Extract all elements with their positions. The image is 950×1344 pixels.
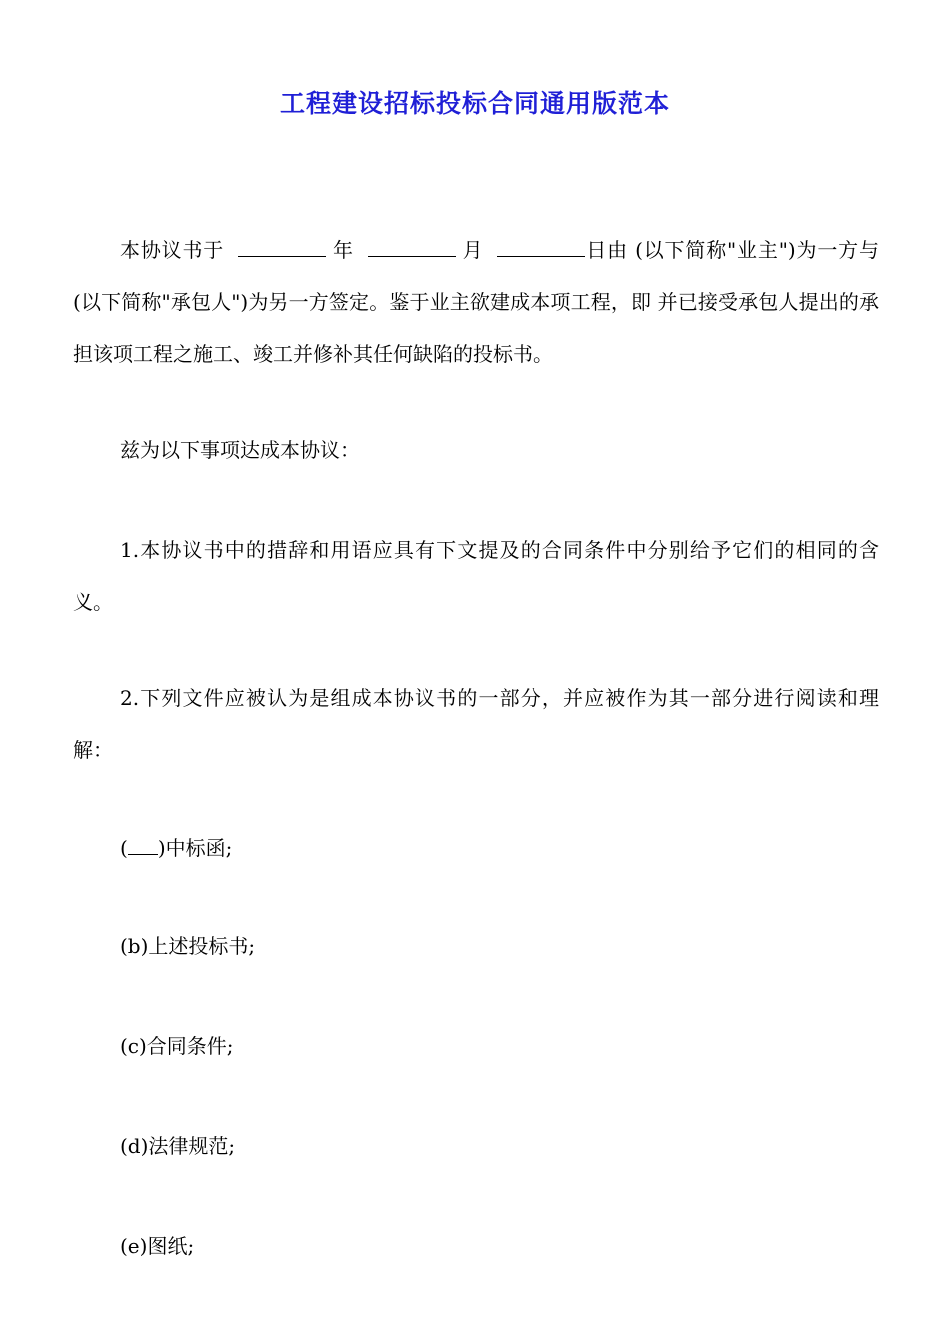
clause-2: 2.下列文件应被认为是组成本协议书的一部分，并应被作为其一部分进行阅读和理解： — [73, 686, 879, 762]
item-e: (e)图纸; — [120, 1234, 195, 1258]
intro-lead: 本协议书于 — [120, 238, 225, 262]
day-blank — [497, 238, 585, 257]
item-c: (c)合同条件; — [120, 1034, 234, 1058]
intro-continuation: 与 (以下简称"承包人")为另一方签定。鉴于业主欲建成本项工程，即 并已接受承包人提出的承担该项工程之施工、竣工并修补其任何缺陷的投标书。 — [73, 238, 879, 366]
item-a — [120, 822, 232, 874]
intro-day-rest: 日由 (以下简称"业主")为一方 — [585, 238, 859, 262]
clause-1: 1.本协议书中的措辞和用语应具有下文提及的合同条件中分别给予它们的相同的含义。 — [73, 538, 879, 614]
month-label: 月 — [461, 238, 484, 262]
intro-paragraph — [73, 224, 879, 380]
item-a-open: ( — [120, 836, 128, 860]
month-blank — [368, 238, 456, 257]
agreement-intro: 兹为以下事项达成本协议： — [120, 438, 360, 462]
document-title: 工程建设招标投标合同通用版范本 — [279, 89, 670, 118]
item-d: (d)法律规范; — [120, 1134, 236, 1158]
item-b: (b)上述投标书; — [120, 934, 256, 958]
item-a-blank — [128, 836, 158, 855]
year-blank — [238, 238, 326, 257]
item-a-rest: )中标函; — [157, 836, 233, 860]
year-label: 年 — [332, 238, 354, 262]
